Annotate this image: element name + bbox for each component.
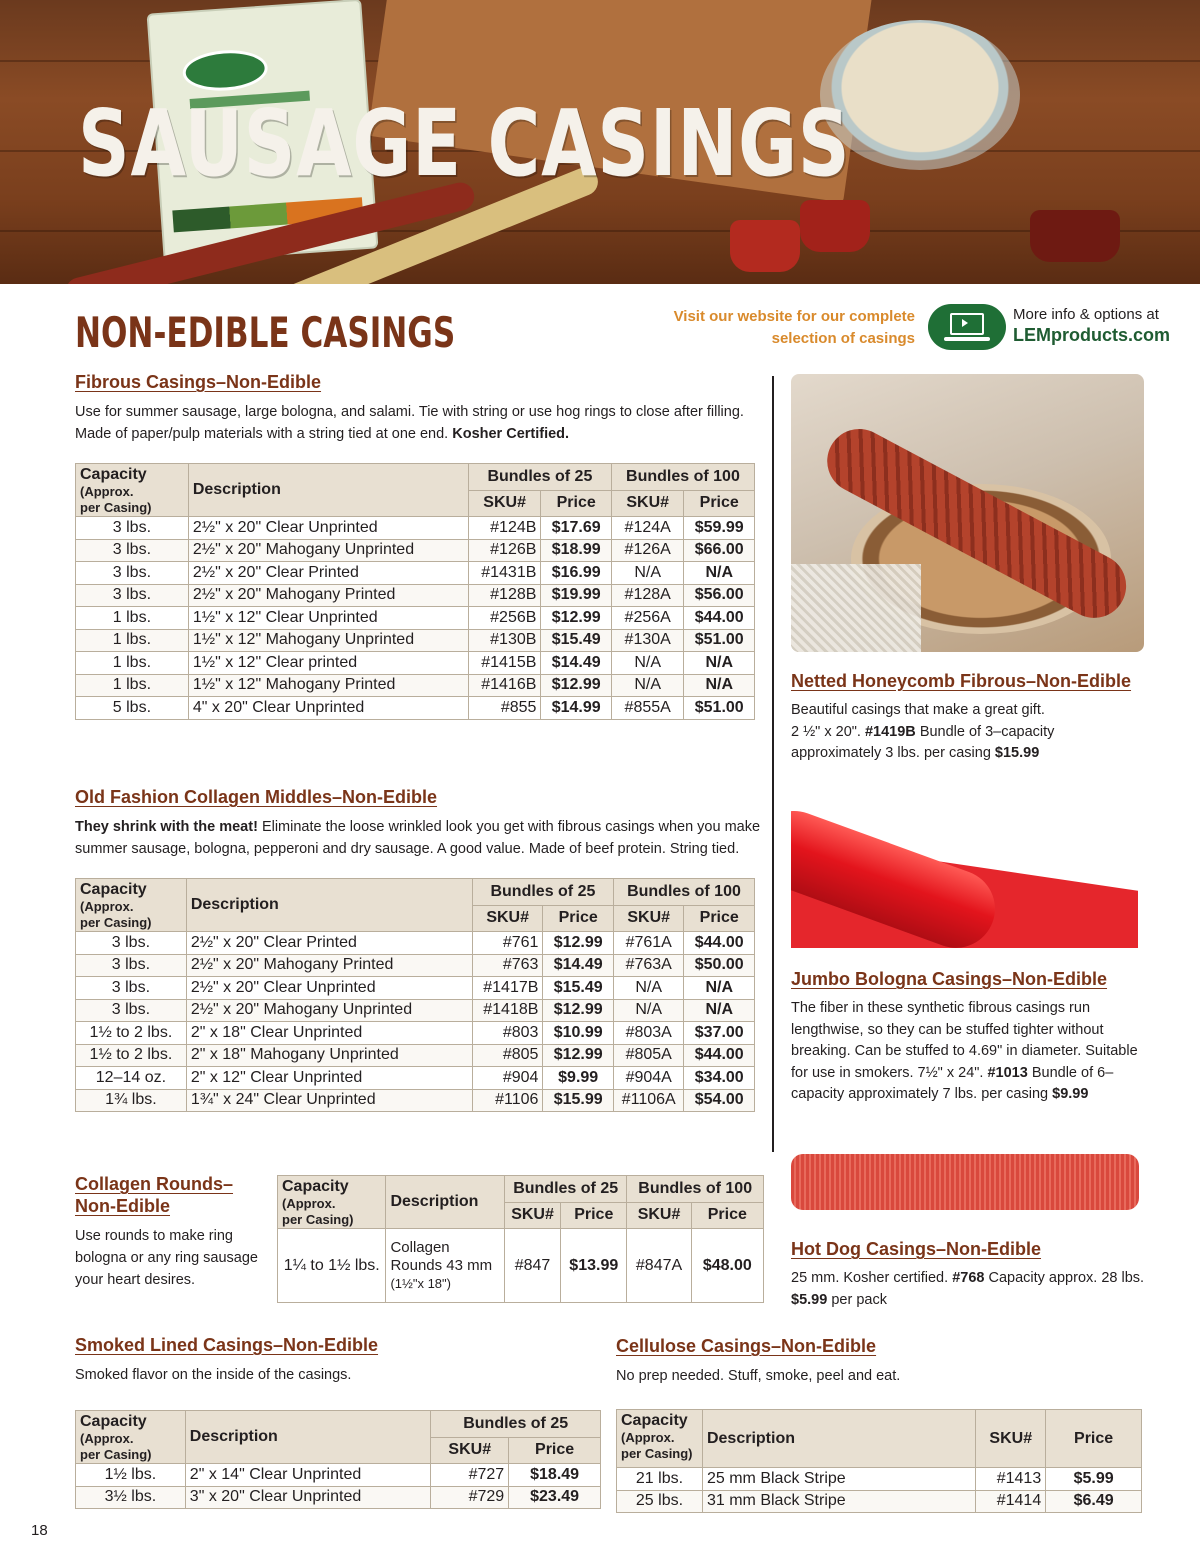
- description-cell: 1½" x 12" Clear Unprinted: [188, 607, 468, 630]
- fibrous-kosher: Kosher Certified.: [452, 426, 570, 442]
- sku-header: SKU#: [504, 1202, 560, 1229]
- description-cell: 1½" x 12" Mahogany Unprinted: [188, 629, 468, 652]
- sku-cell: #855A: [611, 697, 684, 720]
- red-casing-bag-image: [800, 200, 870, 252]
- table-row: [76, 562, 755, 585]
- description-cell: 2½" x 20" Mahogany Printed: [188, 584, 468, 607]
- description-header: Description: [186, 879, 472, 932]
- collagen-middles-bold: They shrink with the meat!: [75, 819, 258, 835]
- table-row: [278, 1229, 764, 1303]
- jumbo-description: The fiber in these synthetic fibrous casings run lengthwise, so they can be stuffed tighter without breaking. Can be stuffed to 4.69" in diameter. Suitable for use in smokers. 7½" x 24". #1013 Bundle of 6–capacity approximately 7 lbs. per casing $9.99: [791, 1000, 1138, 1102]
- price-cell: N/A: [684, 562, 755, 585]
- fibrous-title: Fibrous Casings–Non-Edible: [75, 372, 322, 392]
- jumbo-sku: #1013: [987, 1064, 1028, 1081]
- visit-line-1: Visit our website for our complete: [673, 308, 915, 325]
- hotdog-price: $5.99: [791, 1291, 828, 1308]
- table-row: [76, 517, 755, 540]
- price-cell: $12.99: [543, 932, 614, 955]
- sku-cell: #904: [472, 1067, 543, 1090]
- bundles-100-header: Bundles of 100: [613, 879, 754, 906]
- price-cell: $37.00: [684, 1022, 755, 1045]
- page-number: 18: [31, 1522, 48, 1539]
- hotdog-sku: #768: [952, 1270, 985, 1286]
- sku-cell: #1106: [472, 1089, 543, 1112]
- capacity-cell: 5 lbs.: [76, 697, 189, 720]
- capacity-cell: 1¾ lbs.: [76, 1089, 187, 1112]
- capacity-cell: 3 lbs.: [76, 517, 189, 540]
- price-cell: $12.99: [541, 607, 612, 630]
- sku-header: SKU#: [472, 905, 543, 932]
- honeycomb-casing-photo: [791, 374, 1144, 652]
- capacity-cell: 3 lbs.: [76, 954, 187, 977]
- sku-cell: #256A: [611, 607, 684, 630]
- capacity-cell: 1 lbs.: [76, 652, 189, 675]
- price-cell: $15.99: [543, 1089, 614, 1112]
- price-header: Price: [1046, 1410, 1142, 1468]
- hot-dog-casing-photo: [791, 1154, 1139, 1210]
- description-cell: 3" x 20" Clear Unprinted: [185, 1486, 431, 1509]
- description-header: Description: [185, 1411, 431, 1464]
- collagen-middles-text: Eliminate the loose wrinkled look you get with fibrous casings when you make summer sausage, bologna, pepperoni and dry sausage. A good value. Made of beef protein. String tied.: [75, 819, 761, 857]
- capacity-cell: 1 lbs.: [76, 607, 189, 630]
- fibrous-text: Use for summer sausage, large bologna, and salami. Tie with string or use hog rings to close after filling. Made of paper/pulp materials with a string tied at one end.: [75, 404, 744, 442]
- price-cell: N/A: [684, 977, 755, 1000]
- price-cell: $12.99: [541, 674, 612, 697]
- hero-title: SAUSAGE CASINGS: [78, 90, 851, 197]
- smoked-lined-description: Smoked flavor on the inside of the casings.: [75, 1367, 352, 1383]
- sku-cell: #1418B: [472, 999, 543, 1022]
- price-cell: $17.69: [541, 517, 612, 540]
- sku-cell: #729: [431, 1486, 509, 1509]
- price-cell: $44.00: [684, 1044, 755, 1067]
- lem-logo: [181, 48, 269, 94]
- description-cell: 2½" x 20" Clear Unprinted: [188, 517, 468, 540]
- dark-casing-bag-image: [1030, 210, 1120, 262]
- description-cell: 1¾" x 24" Clear Unprinted: [186, 1089, 472, 1112]
- table-row: [76, 1089, 755, 1112]
- price-cell: $15.49: [541, 629, 612, 652]
- description-cell: 2½" x 20" Clear Unprinted: [186, 977, 472, 1000]
- website-link[interactable]: LEMproducts.com: [1013, 325, 1171, 345]
- sku-cell: #847: [504, 1229, 560, 1303]
- sku-cell: #727: [431, 1464, 509, 1487]
- description-cell: 4" x 20" Clear Unprinted: [188, 697, 468, 720]
- table-row: [76, 999, 755, 1022]
- price-cell: N/A: [684, 674, 755, 697]
- price-cell: $14.99: [541, 697, 612, 720]
- sku-cell: #128B: [468, 584, 541, 607]
- table-row: [76, 652, 755, 675]
- table-row: [617, 1468, 1142, 1491]
- capacity-cell: 25 lbs.: [617, 1490, 703, 1513]
- sku-cell: #256B: [468, 607, 541, 630]
- capacity-cell: 3 lbs.: [76, 539, 189, 562]
- table-row: [76, 1486, 601, 1509]
- price-cell: $12.99: [543, 1044, 614, 1067]
- sku-cell: #805: [472, 1044, 543, 1067]
- laptop-base-icon: [944, 337, 990, 341]
- capacity-cell: 3 lbs.: [76, 999, 187, 1022]
- sku-cell: #763: [472, 954, 543, 977]
- capacity-cell: 3 lbs.: [76, 562, 189, 585]
- description-cell: 2½" x 20" Mahogany Unprinted: [186, 999, 472, 1022]
- collagen-middles-table: [75, 878, 755, 1112]
- collagen-rounds-title: Collagen Rounds– Non-Edible: [75, 1174, 234, 1216]
- capacity-cell: 1 lbs.: [76, 629, 189, 652]
- smoked-lined-table: [75, 1410, 601, 1509]
- price-cell: $51.00: [684, 629, 755, 652]
- sku-cell: N/A: [611, 674, 684, 697]
- description-cell: 2" x 14" Clear Unprinted: [185, 1464, 431, 1487]
- hero-banner: [0, 0, 1200, 284]
- sku-cell: #803: [472, 1022, 543, 1045]
- table-row: [76, 932, 755, 955]
- description-cell: 2" x 18" Clear Unprinted: [186, 1022, 472, 1045]
- visit-website-note: [640, 306, 915, 350]
- sku-header: SKU#: [627, 1202, 691, 1229]
- price-cell: $9.99: [543, 1067, 614, 1090]
- sku-cell: #763A: [613, 954, 684, 977]
- price-cell: $10.99: [543, 1022, 614, 1045]
- hotdog-title: Hot Dog Casings–Non-Edible: [791, 1239, 1042, 1259]
- price-cell: $44.00: [684, 607, 755, 630]
- table-row: [76, 1067, 755, 1090]
- price-header: Price: [684, 490, 755, 517]
- sku-cell: #803A: [613, 1022, 684, 1045]
- capacity-cell: 3½ lbs.: [76, 1486, 186, 1509]
- capacity-header: Capacity (Approx. per Casing): [76, 464, 189, 517]
- capacity-cell: 1½ lbs.: [76, 1464, 186, 1487]
- monitor-icon: [950, 313, 984, 335]
- bundles-25-header: Bundles of 25: [431, 1411, 601, 1438]
- description-cell: 1½" x 12" Mahogany Printed: [188, 674, 468, 697]
- description-cell: 1½" x 12" Clear printed: [188, 652, 468, 675]
- sku-cell: #128A: [611, 584, 684, 607]
- table-row: [76, 977, 755, 1000]
- table-row: [76, 1464, 601, 1487]
- netting-image: [791, 564, 921, 652]
- table-row: [76, 674, 755, 697]
- description-cell: 2" x 18" Mahogany Unprinted: [186, 1044, 472, 1067]
- price-cell: $5.99: [1046, 1468, 1142, 1491]
- table-row: [76, 584, 755, 607]
- bundles-25-header: Bundles of 25: [504, 1176, 626, 1203]
- more-info-text: More info & options at: [1013, 306, 1159, 323]
- visit-line-2: selection of casings: [771, 330, 915, 347]
- sku-cell: #124B: [468, 517, 541, 540]
- fibrous-table: [75, 463, 755, 720]
- price-cell: N/A: [684, 999, 755, 1022]
- price-cell: $56.00: [684, 584, 755, 607]
- capacity-header: Capacity (Approx. per Casing): [617, 1410, 703, 1468]
- bundles-25-header: Bundles of 25: [472, 879, 613, 906]
- price-cell: $15.49: [543, 977, 614, 1000]
- sku-cell: #1413: [976, 1468, 1046, 1491]
- capacity-cell: 3 lbs.: [76, 932, 187, 955]
- sku-header: SKU#: [468, 490, 541, 517]
- cellulose-title: Cellulose Casings–Non-Edible: [616, 1336, 877, 1356]
- website-icon[interactable]: [928, 304, 1006, 350]
- capacity-cell: 3 lbs.: [76, 977, 187, 1000]
- collagen-middles-title: Old Fashion Collagen Middles–Non-Edible: [75, 787, 438, 807]
- jumbo-title: Jumbo Bologna Casings–Non-Edible: [791, 969, 1108, 989]
- sku-header: SKU#: [611, 490, 684, 517]
- description-cell: Collagen Rounds 43 mm (1½"x 18"): [386, 1229, 504, 1303]
- description-header: Description: [188, 464, 468, 517]
- red-casing-bag-image: [730, 220, 800, 272]
- jumbo-bologna-photo: [791, 790, 1138, 948]
- capacity-cell: 1½ to 2 lbs.: [76, 1044, 187, 1067]
- description-header: Description: [386, 1176, 504, 1229]
- collagen-middles-description: [75, 816, 765, 860]
- sku-cell: #761A: [613, 932, 684, 955]
- price-cell: $18.49: [509, 1464, 601, 1487]
- capacity-cell: 1¼ to 1½ lbs.: [278, 1229, 386, 1303]
- sku-cell: #805A: [613, 1044, 684, 1067]
- price-cell: $66.00: [684, 539, 755, 562]
- description-cell: 2" x 12" Clear Unprinted: [186, 1067, 472, 1090]
- jumbo-price: $9.99: [1052, 1086, 1089, 1102]
- price-cell: $48.00: [691, 1229, 763, 1303]
- sku-cell: #1415B: [468, 652, 541, 675]
- description-cell: 2½" x 20" Clear Printed: [188, 562, 468, 585]
- price-cell: $51.00: [684, 697, 755, 720]
- capacity-header: Capacity (Approx. per Casing): [278, 1176, 386, 1229]
- capacity-cell: 3 lbs.: [76, 584, 189, 607]
- sku-cell: #1414: [976, 1490, 1046, 1513]
- section-title: NON-EDIBLE CASINGS: [75, 308, 456, 357]
- sku-cell: #1416B: [468, 674, 541, 697]
- honeycomb-price: $15.99: [994, 745, 1040, 761]
- sku-cell: #1431B: [468, 562, 541, 585]
- sku-cell: #847A: [627, 1229, 691, 1303]
- table-row: [76, 607, 755, 630]
- price-cell: $34.00: [684, 1067, 755, 1090]
- table-row: [617, 1490, 1142, 1513]
- sku-cell: #130A: [611, 629, 684, 652]
- capacity-cell: 1 lbs.: [76, 674, 189, 697]
- price-cell: N/A: [684, 652, 755, 675]
- sku-cell: #1417B: [472, 977, 543, 1000]
- cellulose-description: No prep needed. Stuff, smoke, peel and eat.: [616, 1368, 901, 1384]
- smoked-lined-title: Smoked Lined Casings–Non-Edible: [75, 1335, 379, 1355]
- capacity-cell: 21 lbs.: [617, 1468, 703, 1491]
- bundles-25-header: Bundles of 25: [468, 464, 611, 491]
- sku-cell: #126B: [468, 539, 541, 562]
- capacity-header: Capacity (Approx. per Casing): [76, 879, 187, 932]
- sku-cell: #126A: [611, 539, 684, 562]
- price-cell: $12.99: [543, 999, 614, 1022]
- sku-header: SKU#: [976, 1410, 1046, 1468]
- cellulose-table: [616, 1409, 1142, 1513]
- price-header: Price: [561, 1202, 627, 1229]
- sku-cell: N/A: [613, 977, 684, 1000]
- description-cell: 2½" x 20" Mahogany Unprinted: [188, 539, 468, 562]
- fibrous-description: [75, 401, 765, 445]
- table-row: [76, 629, 755, 652]
- sku-cell: #761: [472, 932, 543, 955]
- sku-cell: #1106A: [613, 1089, 684, 1112]
- honeycomb-sku: #1419B: [864, 723, 916, 740]
- sku-header: SKU#: [431, 1437, 509, 1464]
- more-info-block: [1013, 305, 1170, 345]
- price-cell: $19.99: [541, 584, 612, 607]
- table-row: [76, 954, 755, 977]
- capacity-cell: 1½ to 2 lbs.: [76, 1022, 187, 1045]
- price-cell: $14.49: [541, 652, 612, 675]
- honeycomb-description: Beautiful casings that make a great gift. 2 ½" x 20". #1419B Bundle of 3–capacity approximately 3 lbs. per casing $15.99: [791, 702, 1055, 761]
- price-header: Price: [684, 905, 755, 932]
- description-cell: 2½" x 20" Mahogany Printed: [186, 954, 472, 977]
- hotdog-description: 25 mm. Kosher certified. #768 Capacity approx. 28 lbs. $5.99 per pack: [791, 1270, 1145, 1308]
- price-cell: $54.00: [684, 1089, 755, 1112]
- price-cell: $44.00: [684, 932, 755, 955]
- price-cell: $18.99: [541, 539, 612, 562]
- description-cell: 25 mm Black Stripe: [702, 1468, 975, 1491]
- price-cell: $13.99: [561, 1229, 627, 1303]
- collagen-rounds-description: Use rounds to make ring bologna or any ring sausage your heart desires.: [75, 1228, 258, 1288]
- sku-cell: N/A: [613, 999, 684, 1022]
- collagen-rounds-table: [277, 1175, 764, 1303]
- price-cell: $59.99: [684, 517, 755, 540]
- bundles-100-header: Bundles of 100: [611, 464, 754, 491]
- price-header: Price: [541, 490, 612, 517]
- price-cell: $23.49: [509, 1486, 601, 1509]
- description-cell: 31 mm Black Stripe: [702, 1490, 975, 1513]
- price-cell: $50.00: [684, 954, 755, 977]
- table-row: [76, 1022, 755, 1045]
- sku-cell: #904A: [613, 1067, 684, 1090]
- sku-header: SKU#: [613, 905, 684, 932]
- table-row: [76, 539, 755, 562]
- bundles-100-header: Bundles of 100: [627, 1176, 764, 1203]
- description-header: Description: [702, 1410, 975, 1468]
- price-cell: $14.49: [543, 954, 614, 977]
- price-header: Price: [509, 1437, 601, 1464]
- price-cell: $16.99: [541, 562, 612, 585]
- price-cell: $6.49: [1046, 1490, 1142, 1513]
- capacity-cell: 12–14 oz.: [76, 1067, 187, 1090]
- sku-cell: N/A: [611, 652, 684, 675]
- honeycomb-title: Netted Honeycomb Fibrous–Non-Edible: [791, 671, 1132, 691]
- sku-cell: #124A: [611, 517, 684, 540]
- table-row: [76, 1044, 755, 1067]
- column-divider: [772, 376, 774, 1152]
- sku-cell: N/A: [611, 562, 684, 585]
- sku-cell: #855: [468, 697, 541, 720]
- capacity-header: Capacity (Approx. per Casing): [76, 1411, 186, 1464]
- price-header: Price: [543, 905, 614, 932]
- price-header: Price: [691, 1202, 763, 1229]
- description-cell: 2½" x 20" Clear Printed: [186, 932, 472, 955]
- sku-cell: #130B: [468, 629, 541, 652]
- table-row: [76, 697, 755, 720]
